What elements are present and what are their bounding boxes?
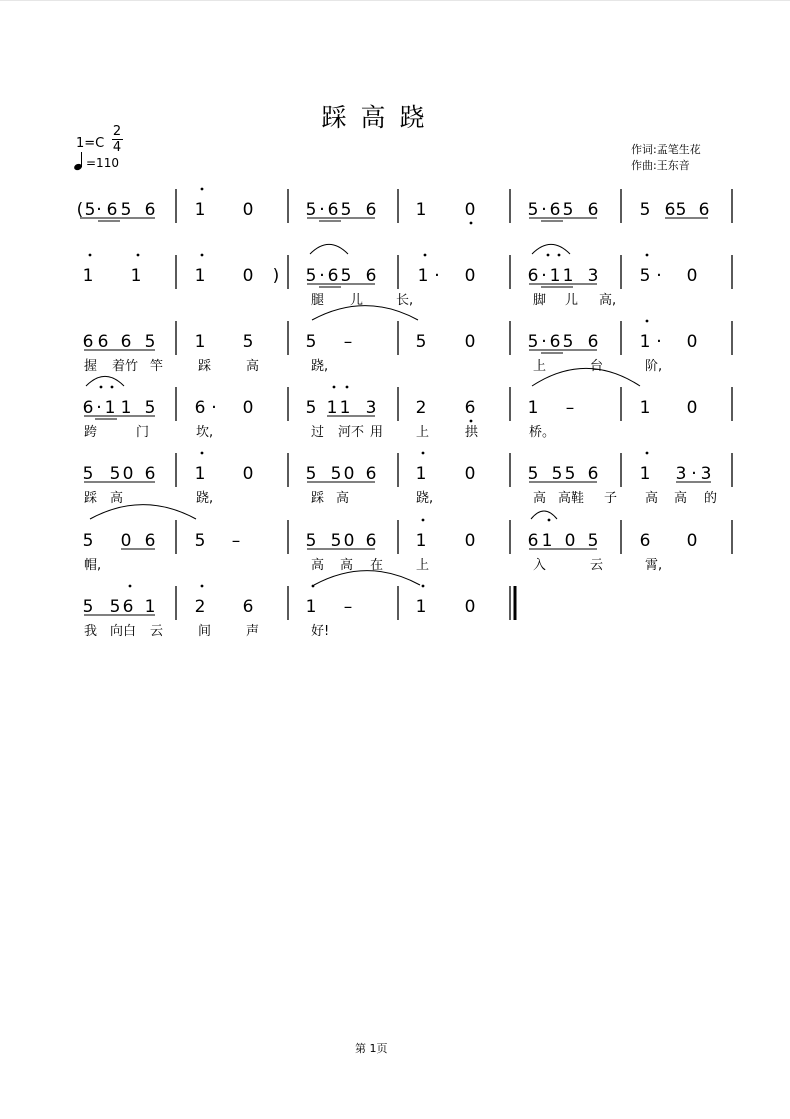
note: 6 <box>464 398 476 418</box>
note: – <box>343 332 353 352</box>
octave-dot-high <box>312 585 315 588</box>
note: 3 <box>675 464 687 484</box>
lyric: 入 <box>533 558 547 573</box>
octave-dot-low <box>470 420 473 423</box>
note: 0 <box>686 332 698 352</box>
octave-dot-high <box>201 452 204 455</box>
note: 6 <box>194 398 206 418</box>
note: 6 <box>587 464 599 484</box>
lyric: 高 <box>246 359 260 374</box>
octave-dot-high <box>111 386 114 389</box>
note: 1 <box>144 597 156 617</box>
octave-dot-high <box>201 188 204 191</box>
lyric: 好! <box>311 624 330 639</box>
lyric: 云 <box>150 624 164 639</box>
note: 1 <box>639 464 651 484</box>
octave-dot-high <box>558 254 561 257</box>
lyric: 上 <box>416 558 430 573</box>
octave-dot-high <box>100 386 103 389</box>
note: 1 <box>194 200 206 220</box>
lyric: 河不 <box>338 425 365 440</box>
note: 1 <box>415 464 427 484</box>
octave-dot-high <box>201 585 204 588</box>
lyric: 间 <box>198 624 212 639</box>
note: 0 <box>686 266 698 286</box>
dot: · <box>656 331 662 352</box>
note: 5 <box>305 464 317 484</box>
lyric: 上 <box>416 425 430 440</box>
note: 6 <box>97 332 109 352</box>
octave-dot-high <box>129 585 132 588</box>
note: 6 <box>144 200 156 220</box>
dot: · <box>541 199 547 220</box>
note: 1 <box>415 597 427 617</box>
lyric: 长, <box>396 293 414 308</box>
page-title: 踩高跷 <box>321 103 439 132</box>
note: 2 <box>415 398 427 418</box>
slur <box>310 244 348 254</box>
lyric: 高 <box>533 491 547 506</box>
note: – <box>231 531 241 551</box>
note: – <box>343 597 353 617</box>
note: 6 <box>549 200 561 220</box>
note: 1 <box>639 332 651 352</box>
note: 5 <box>242 332 254 352</box>
note: 6 <box>106 200 118 220</box>
note: 6 <box>82 398 94 418</box>
note: 5 <box>194 531 206 551</box>
lyric: 高 <box>110 491 124 506</box>
note: 6 <box>144 531 156 551</box>
lyric: 上 <box>533 359 547 374</box>
note: 5 <box>675 200 687 220</box>
lyric: 儿 <box>565 293 579 308</box>
note: 5 <box>527 332 539 352</box>
octave-dot-high <box>422 452 425 455</box>
note: 6 <box>144 464 156 484</box>
note: 6 <box>639 531 651 551</box>
tempo-value: =110 <box>86 156 119 170</box>
note: 5 <box>82 597 94 617</box>
note: 5 <box>305 266 317 286</box>
note: 5 <box>340 200 352 220</box>
lyric: 阶, <box>645 359 663 374</box>
note: 2 <box>194 597 206 617</box>
note: 1 <box>541 531 553 551</box>
dot: · <box>434 265 440 286</box>
note: 5 <box>415 332 427 352</box>
dot: · <box>541 265 547 286</box>
note: 5 <box>562 200 574 220</box>
note: 5 <box>330 464 342 484</box>
slur <box>90 505 196 519</box>
bracket: ) <box>272 266 280 286</box>
note: 6 <box>122 597 134 617</box>
note: 0 <box>464 332 476 352</box>
lyric: 跷, <box>196 491 214 506</box>
note: 5 <box>82 464 94 484</box>
note: 5 <box>305 531 317 551</box>
lyric: 帽, <box>84 558 102 573</box>
lyric: 踩 <box>84 491 98 506</box>
octave-dot-high <box>646 254 649 257</box>
note: 1 <box>562 266 574 286</box>
note: 5 <box>527 200 539 220</box>
note: 3 <box>365 398 377 418</box>
slur <box>532 244 570 254</box>
note: 3 <box>587 266 599 286</box>
note: 0 <box>120 531 132 551</box>
note: 6 <box>327 266 339 286</box>
note: 5 <box>340 266 352 286</box>
note: 6 <box>549 332 561 352</box>
note: 5 <box>639 266 651 286</box>
slur <box>531 511 557 519</box>
key-signature: 1=C <box>76 136 105 151</box>
lyric: 踩 <box>198 359 212 374</box>
lyric: 跷, <box>311 359 329 374</box>
note: 5 <box>305 398 317 418</box>
note: 6 <box>587 200 599 220</box>
dot: · <box>541 331 547 352</box>
octave-dot-high <box>646 320 649 323</box>
bracket: ( <box>76 200 84 220</box>
note: 1 <box>339 398 351 418</box>
note: 1 <box>194 266 206 286</box>
slur <box>86 376 124 386</box>
note: 0 <box>242 398 254 418</box>
note: 1 <box>417 266 429 286</box>
note: 5 <box>639 200 651 220</box>
note: 1 <box>326 398 338 418</box>
note: 1 <box>415 200 427 220</box>
lyric: 的 <box>704 491 718 506</box>
note: 6 <box>365 200 377 220</box>
note: 5 <box>144 398 156 418</box>
octave-dot-high <box>346 386 349 389</box>
lyric: 高鞋 <box>558 491 585 506</box>
note: 5 <box>587 531 599 551</box>
note: 0 <box>686 531 698 551</box>
dot: · <box>96 397 102 418</box>
note: 6 <box>527 531 539 551</box>
dot: · <box>319 199 325 220</box>
lyric: 高 <box>336 491 350 506</box>
octave-dot-high <box>333 386 336 389</box>
note: 0 <box>464 200 476 220</box>
note: 5 <box>564 464 576 484</box>
note: 5 <box>551 464 563 484</box>
dot: · <box>319 265 325 286</box>
note: 5 <box>82 531 94 551</box>
note: 6 <box>365 266 377 286</box>
note: 0 <box>343 531 355 551</box>
lyric: 着竹 <box>112 359 139 374</box>
slur <box>314 571 420 585</box>
note: – <box>565 398 575 418</box>
lyric: 握 <box>84 359 98 374</box>
note: 0 <box>686 398 698 418</box>
lyric: 高 <box>674 491 688 506</box>
octave-dot-high <box>137 254 140 257</box>
note: 1 <box>549 266 561 286</box>
slur <box>532 368 640 386</box>
note: 1 <box>104 398 116 418</box>
dot: · <box>211 397 217 418</box>
note: 5 <box>84 200 96 220</box>
note: 5 <box>109 597 121 617</box>
octave-dot-high <box>422 585 425 588</box>
note: 0 <box>242 464 254 484</box>
note: 6 <box>82 332 94 352</box>
note: 6 <box>664 200 676 220</box>
note: 1 <box>130 266 142 286</box>
note: 5 <box>562 332 574 352</box>
note: 1 <box>194 332 206 352</box>
note: 1 <box>120 398 132 418</box>
note: 0 <box>464 531 476 551</box>
lyric: 跷, <box>416 491 434 506</box>
lyric: 竿 <box>150 359 164 374</box>
lyric: 向白 <box>110 624 137 639</box>
lyric: 云 <box>590 558 604 573</box>
lyric: 子 <box>604 491 618 506</box>
lyric: 门 <box>136 425 150 440</box>
note: 1 <box>415 531 427 551</box>
note: 0 <box>242 266 254 286</box>
note: 0 <box>464 464 476 484</box>
note: 5 <box>120 200 132 220</box>
note: 6 <box>327 200 339 220</box>
composer-credit: 作曲:王东音 <box>631 159 690 172</box>
lyric: 过 <box>311 425 325 440</box>
lyric: 我 <box>84 624 98 639</box>
note: 5 <box>109 464 121 484</box>
lyric: 儿 <box>350 293 364 308</box>
note: 1 <box>527 398 539 418</box>
note: 6 <box>242 597 254 617</box>
note: 5 <box>305 200 317 220</box>
note: 6 <box>365 464 377 484</box>
octave-dot-high <box>201 254 204 257</box>
octave-dot-high <box>548 519 551 522</box>
time-signature-top: 2 <box>112 124 122 139</box>
octave-dot-low <box>470 222 473 225</box>
lyric: 用 <box>370 425 384 440</box>
lyric: 高 <box>340 558 354 573</box>
note: 1 <box>194 464 206 484</box>
lyric: 声 <box>246 624 260 639</box>
note: 6 <box>587 332 599 352</box>
octave-dot-high <box>422 519 425 522</box>
note: 0 <box>464 266 476 286</box>
dot: · <box>691 463 697 484</box>
lyric: 桥。 <box>529 425 556 440</box>
note: 1 <box>639 398 651 418</box>
note: 6 <box>365 531 377 551</box>
octave-dot-high <box>547 254 550 257</box>
note: 6 <box>527 266 539 286</box>
dot: · <box>96 199 102 220</box>
lyric: 拱 <box>465 425 479 440</box>
note: 1 <box>82 266 94 286</box>
note: 6 <box>698 200 710 220</box>
octave-dot-high <box>89 254 92 257</box>
note: 5 <box>330 531 342 551</box>
lyric: 坎, <box>196 425 214 440</box>
page-number: 第 1页 <box>355 1042 388 1055</box>
time-signature-bottom: 4 <box>112 140 122 155</box>
note: 0 <box>464 597 476 617</box>
lyric: 霄, <box>645 558 663 573</box>
note: 3 <box>700 464 712 484</box>
note: 5 <box>527 464 539 484</box>
note: 0 <box>564 531 576 551</box>
lyric: 跨 <box>84 425 98 440</box>
note: 5 <box>305 332 317 352</box>
dot: · <box>656 265 662 286</box>
lyric: 脚 <box>533 293 547 308</box>
lyric: 高, <box>599 293 617 308</box>
octave-dot-high <box>646 452 649 455</box>
note: 6 <box>120 332 132 352</box>
lyric: 腿 <box>311 293 325 308</box>
lyric: 高 <box>311 558 325 573</box>
note: 0 <box>242 200 254 220</box>
lyric: 台 <box>590 359 604 374</box>
octave-dot-high <box>424 254 427 257</box>
lyric: 踩 <box>311 491 325 506</box>
lyric: 高 <box>645 491 659 506</box>
note: 5 <box>144 332 156 352</box>
lyric: 在 <box>370 558 384 573</box>
note: 0 <box>122 464 134 484</box>
lyricist-credit: 作词:孟笔生花 <box>631 143 701 156</box>
note: 1 <box>305 597 317 617</box>
note: 0 <box>343 464 355 484</box>
